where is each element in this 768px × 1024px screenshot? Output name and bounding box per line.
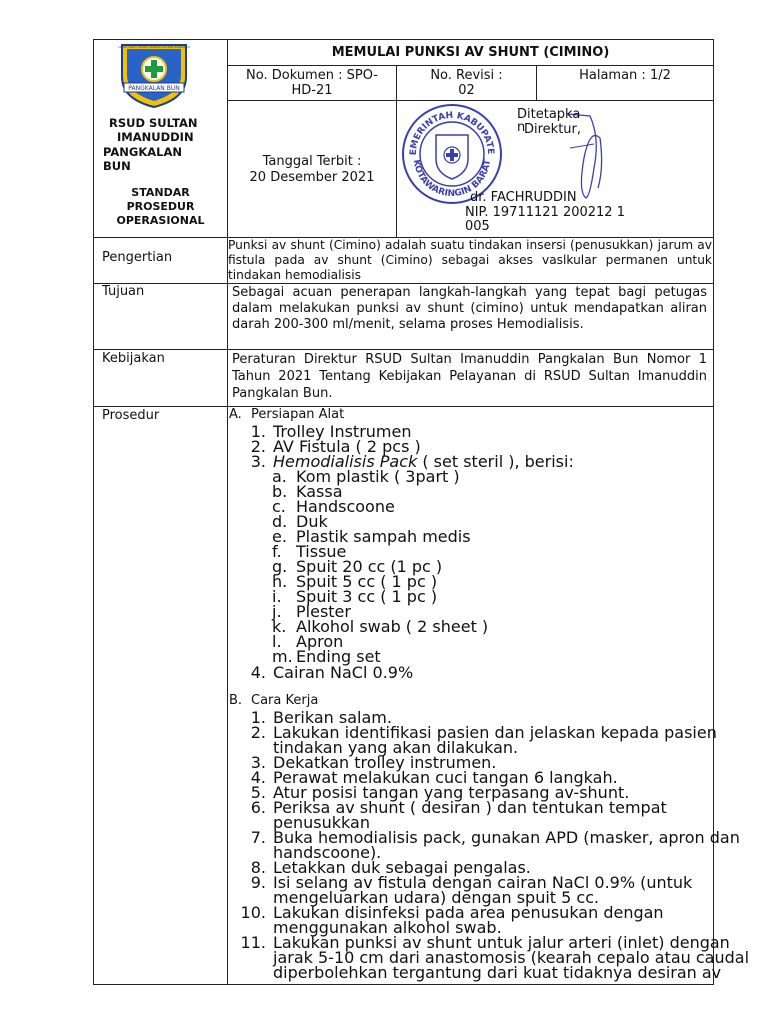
list-item: c. Handscoone [272,497,395,516]
procedure-step-line [228,723,717,742]
row-divider-prosedur [93,406,714,407]
director-nip-line-1: NIP. 19711121 200212 1 [465,205,625,220]
list-item: i. Spuit 3 cc ( 1 pc ) [272,587,438,606]
step-number: 4. [250,768,266,787]
pack-contents-list [228,467,712,666]
list-item: k. Alkohol swab ( 2 sheet ) [272,617,489,636]
page-number: Halaman : 1/2 [579,68,671,83]
step-text: Atur posisi tangan yang terpasang av-shunt. [273,783,630,802]
step-number: 3. [250,753,266,772]
step-text: Isi selang av fistula dengan cairan NaCl 0.9% (untuk [273,873,693,892]
procedure-step [228,858,712,877]
sop-label-line-3: OPERASIONAL [116,214,205,227]
step-text: handscoone). [273,843,382,862]
tujuan-text: Sebagai acuan penerapan langkah-langkah yang tepat bagi petugas dalam melakukan punksi av shunt (cimino) untuk mendapatkan aliran darah 200-300 ml/menit, selama proses Hemodialisis. [232,285,707,332]
section-b-letter: B. [229,693,243,708]
procedure-steps [228,708,750,982]
procedure-step-line [228,828,740,847]
list-item: e. Plastik sampah medis [272,527,471,546]
step-number: 10. [240,903,266,922]
procedure-step [228,783,712,802]
prosedur-label: Prosedur [102,408,160,423]
procedure-step-line [228,798,712,817]
step-text: jarak 5-10 cm dari anastomosis (kearah cepalo atau caudal [273,948,750,967]
table-border-top [93,39,714,40]
list-item: j. Plester [272,602,351,621]
list-item: 2. AV Fistula ( 2 pcs ) [250,437,421,456]
section-a-letter: A. [229,407,242,422]
step-number: 7. [250,828,266,847]
procedure-step-line [228,708,712,727]
issue-date-label: Tanggal Terbit : [262,154,362,169]
approved-label-line-3: Direktur, [524,122,582,137]
step-text: Lakukan disinfeksi pada area penusukan dengan [273,903,664,922]
pengertian-label: Pengertian [102,250,173,265]
section-a-title: Persiapan Alat [251,407,345,422]
procedure-step [228,873,712,907]
procedure-step-line [228,933,730,952]
approved-label-line-1: Ditetapka [517,107,581,122]
list-item: a. Kom plastik ( 3part ) [272,467,460,486]
procedure-step-line [228,843,712,862]
stamp-text-top: EMERINTAH KABUPATE [408,110,496,156]
hospital-name-line-2: IMANUDDIN [117,130,194,144]
step-text: diperbolehkan tergantung dari kuat tidaknya desiran av [273,963,722,982]
procedure-step-line [228,768,712,787]
director-nip-line-2: 005 [465,219,490,234]
revision-line-1: No. Revisi : [430,68,503,83]
step-number: 9. [250,873,266,892]
doc-number-line-1: No. Dokumen : SPO- [246,68,378,83]
procedure-step [228,828,740,862]
logo-banner: PANGKALAN BUN [128,85,180,92]
procedure-step-line [228,738,712,757]
hospital-logo [118,43,190,109]
procedure-step [228,708,712,727]
header-row-divider-1 [227,65,714,66]
list-item: m. Ending set [272,647,381,666]
step-text: Berikan salam. [273,708,392,727]
list-item: d. Duk [272,512,328,531]
step-text: Perawat melakukan cuci tangan 6 langkah. [273,768,618,787]
list-item: 1. Trolley Instrumen [250,422,412,441]
list-item: l. Apron [272,632,344,651]
step-text: tindakan yang akan dilakukan. [273,738,519,757]
procedure-step [228,903,712,937]
issue-date: 20 Desember 2021 [249,170,375,185]
step-text: menggunakan alkohol swab. [273,918,502,937]
step-text: Lakukan identifikasi pasien dan jelaskan kepada pasien [273,723,717,742]
hospital-name-line-3: PANGKALAN [103,145,183,159]
document-title: MEMULAI PUNKSI AV SHUNT (CIMINO) [331,45,610,60]
tool-list-item-4 [228,663,712,682]
list-item: f. Tissue [272,542,347,561]
procedure-step [228,798,712,832]
doc-number-line-2: HD-21 [291,83,333,98]
procedure-step-line [228,918,712,937]
procedure-step [228,768,712,787]
procedure-step-line [228,963,722,982]
procedure-step-line [228,948,750,967]
step-text: Periksa av shunt ( desiran ) dan tentukan tempat [273,798,667,817]
revision-line-2: 02 [458,83,475,98]
sop-label-line-1: STANDAR [131,186,190,199]
step-number: 11. [240,933,266,952]
director-name: dr. FACHRUDDIN [470,190,577,205]
step-text: penusukkan [273,813,370,832]
list-item: 4. Cairan NaCl 0.9% [250,663,414,682]
section-b-title: Cara Kerja [251,693,319,708]
procedure-step [228,723,717,757]
step-text: Dekatkan trolley instrumen. [273,753,497,772]
step-number: 5. [250,783,266,802]
procedure-step-line [228,783,712,802]
procedure-step-line [228,858,712,877]
step-text: Lakukan punksi av shunt untuk jalur arteri (inlet) dengan [273,933,730,952]
hospital-name-line-1: RSUD SULTAN [109,116,198,130]
pengertian-text: Punksi av shunt (Cimino) adalah suatu tindakan insersi (penusukkan) jarum av fistula pada av shunt (Cimino) sebagai akses vaslkular permanen untuk tindakan hemodialisis [228,238,712,282]
sop-label-line-2: PROSEDUR [126,200,195,213]
list-item: g. Spuit 20 cc (1 pc ) [272,557,443,576]
kebijakan-label: Kebijakan [102,351,165,366]
table-border-left [93,39,94,985]
step-number: 8. [250,858,266,877]
step-number: 6. [250,798,266,817]
row-divider-kebijakan [93,349,714,350]
procedure-step-line [228,813,712,832]
table-border-bottom [93,984,714,985]
list-item: 3. Hemodialisis Pack ( set steril ), berisi: [250,452,574,471]
header-row-divider-2 [227,100,714,101]
approved-label-line-2: n [517,120,526,135]
step-text: mengeluarkan udara) dengan spuit 5 cc. [273,888,600,907]
step-number: 1. [250,708,266,727]
procedure-step-line [228,873,712,892]
step-text: Letakkan duk sebagai pengalas. [273,858,531,877]
procedure-step-line [228,888,712,907]
list-item: h. Spuit 5 cc ( 1 pc ) [272,572,438,591]
list-item: b. Kassa [272,482,343,501]
logo-top-text: RUMAH SAKIT UMUM DAERAH SULTAN IMANUDDIN [118,45,190,49]
hospital-name-line-4: BUN [103,159,131,173]
step-number: 2. [250,723,266,742]
row-divider-tujuan [93,283,714,284]
procedure-step [228,753,712,772]
procedure-step [228,933,750,982]
tujuan-label: Tujuan [102,284,145,299]
step-text: Buka hemodialisis pack, gunakan APD (masker, apron dan [273,828,740,847]
procedure-step-line [228,903,712,922]
tool-list [228,422,712,471]
stamp-text-bottom: KOTAWARINGIN BARAT [410,158,494,200]
kebijakan-text: Peraturan Direktur RSUD Sultan Imanuddin Pangkalan Bun Nomor 1 Tahun 2021 Tentang Kebijakan Pelayanan di RSUD Sultan Imanuddin Pangkalan Bun. [232,352,707,401]
procedure-step-line [228,753,712,772]
